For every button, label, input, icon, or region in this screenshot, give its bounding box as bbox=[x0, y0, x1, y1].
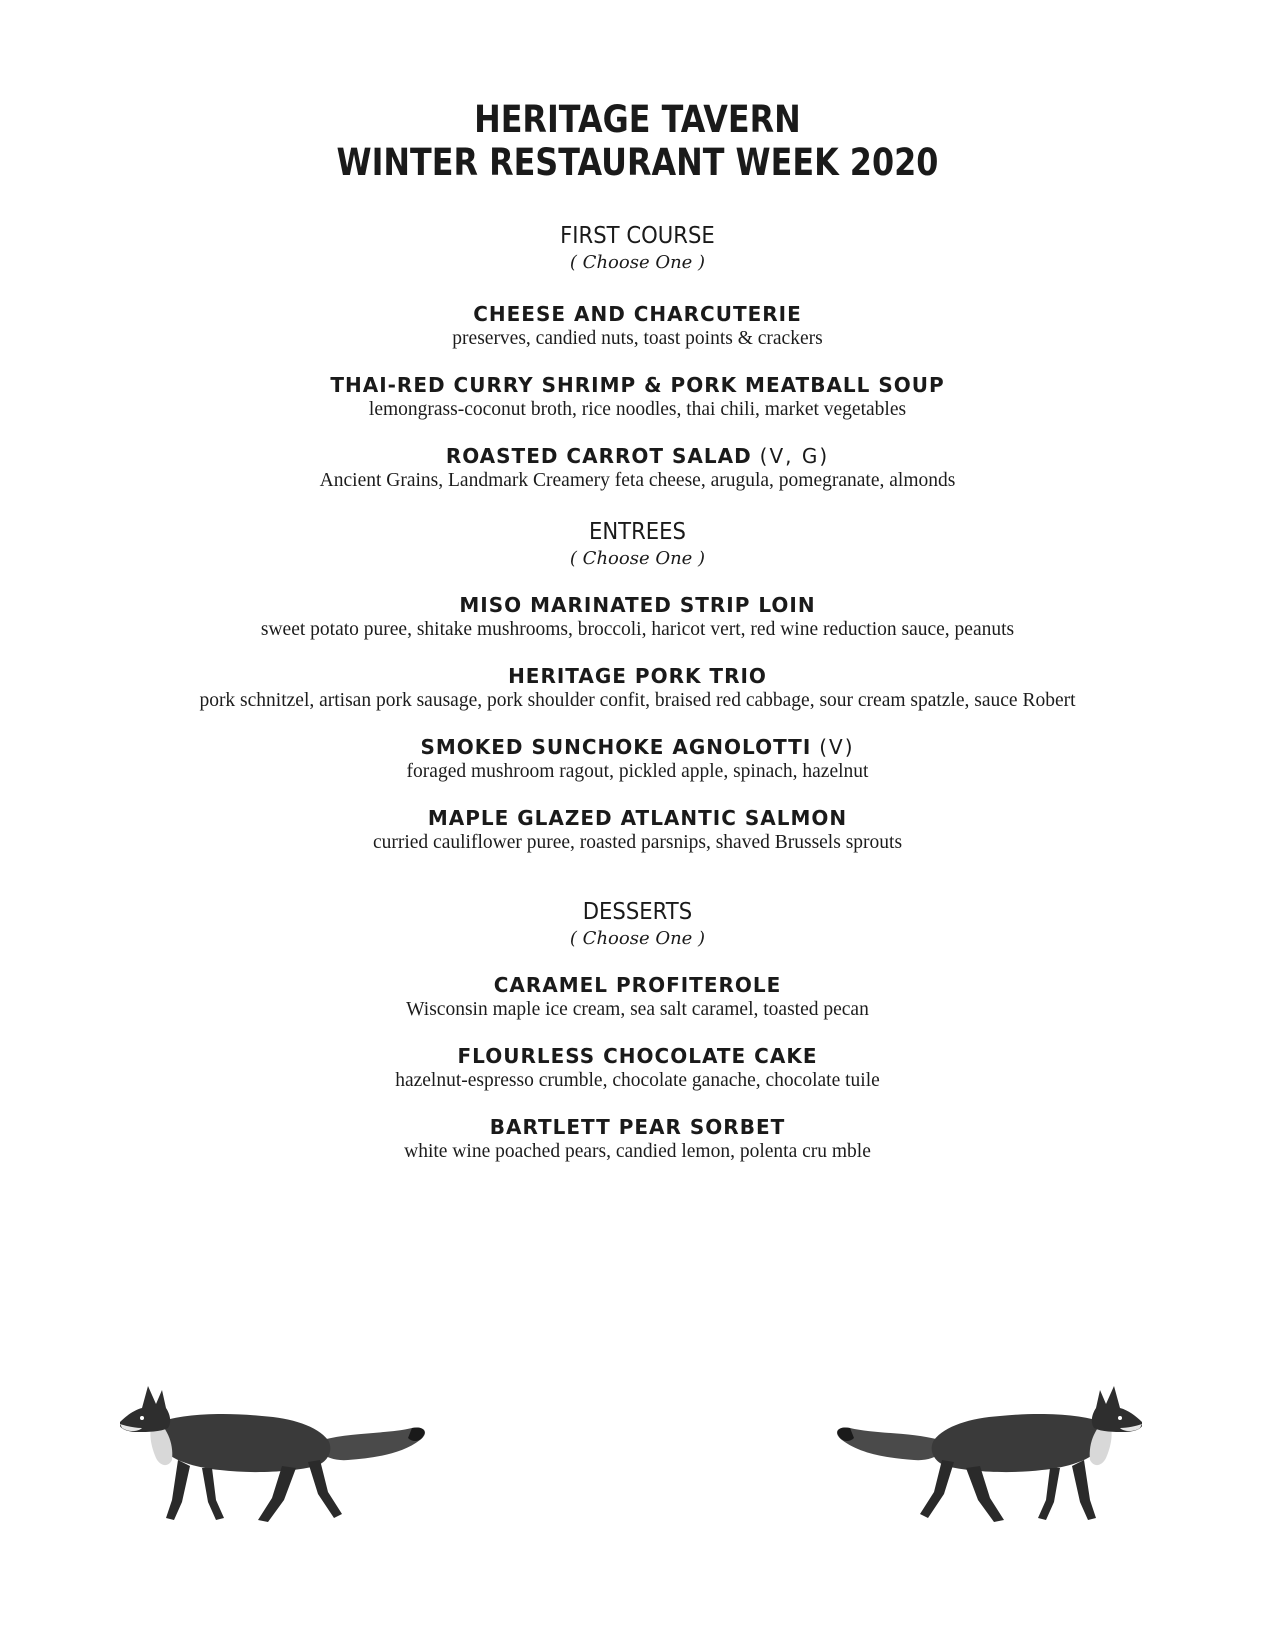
dish-name-with-tag bbox=[0, 734, 1275, 760]
section-title-first-course: FIRST COURSE bbox=[560, 223, 715, 249]
section-title-entrees: ENTREES bbox=[588, 519, 686, 545]
dish-name: MISO MARINATED STRIP LOIN bbox=[459, 593, 816, 617]
dish-description: Wisconsin maple ice cream, sea salt caramel, toasted pecan bbox=[406, 999, 869, 1020]
section-title-desserts: DESSERTS bbox=[582, 899, 693, 925]
dish-description: curried cauliflower puree, roasted parsnips, shaved Brussels sprouts bbox=[372, 832, 903, 853]
dish-description: lemongrass-coconut broth, rice noodles, thai chili, market vegetables bbox=[368, 399, 907, 420]
dish-name: MAPLE GLAZED ATLANTIC SALMON bbox=[427, 806, 848, 830]
dish-name: ROASTED CARROT SALAD bbox=[445, 444, 752, 468]
dish-name: CARAMEL PROFITEROLE bbox=[493, 973, 782, 997]
dish-name: THAI-RED CURRY SHRIMP & PORK MEATBALL SOUP bbox=[330, 373, 945, 397]
dietary-tag: (V, G) bbox=[759, 444, 830, 468]
dish-description: white wine poached pears, candied lemon, polenta cru mble bbox=[404, 1141, 871, 1162]
section-note-desserts: ( Choose One ) bbox=[569, 928, 706, 949]
dish-name: BARTLETT PEAR SORBET bbox=[489, 1115, 786, 1139]
section-note-first-course: ( Choose One ) bbox=[569, 252, 706, 273]
dietary-tag: (V) bbox=[819, 735, 855, 759]
restaurant-name: HERITAGE TAVERN bbox=[474, 98, 801, 141]
menu-title: WINTER RESTAURANT WEEK 2020 bbox=[336, 141, 939, 184]
dish-name: FLOURLESS CHOCOLATE CAKE bbox=[457, 1044, 818, 1068]
dish-description: hazelnut-espresso crumble, chocolate ganache, chocolate tuile bbox=[395, 1070, 880, 1091]
dish-name: SMOKED SUNCHOKE AGNOLOTTI bbox=[420, 735, 812, 759]
dish-description: preserves, candied nuts, toast points & crackers bbox=[452, 328, 823, 349]
dish-name: HERITAGE PORK TRIO bbox=[508, 664, 767, 688]
section-note-entrees: ( Choose One ) bbox=[569, 548, 706, 569]
dish-description: foraged mushroom ragout, pickled apple, spinach, hazelnut bbox=[406, 761, 869, 782]
dish-description: pork schnitzel, artisan pork sausage, pork shoulder confit, braised red cabbage, sour cream spatzle, sauce Robert bbox=[199, 690, 1076, 711]
dish-description: sweet potato puree, shitake mushrooms, broccoli, haricot vert, red wine reduction sauce, peanuts bbox=[260, 619, 1015, 640]
dish-description: Ancient Grains, Landmark Creamery feta cheese, arugula, pomegranate, almonds bbox=[319, 470, 956, 491]
dish-name: CHEESE AND CHARCUTERIE bbox=[473, 302, 802, 326]
dish-name-with-tag bbox=[0, 443, 1275, 469]
fox-icon bbox=[112, 1370, 432, 1530]
fox-icon bbox=[830, 1370, 1150, 1530]
